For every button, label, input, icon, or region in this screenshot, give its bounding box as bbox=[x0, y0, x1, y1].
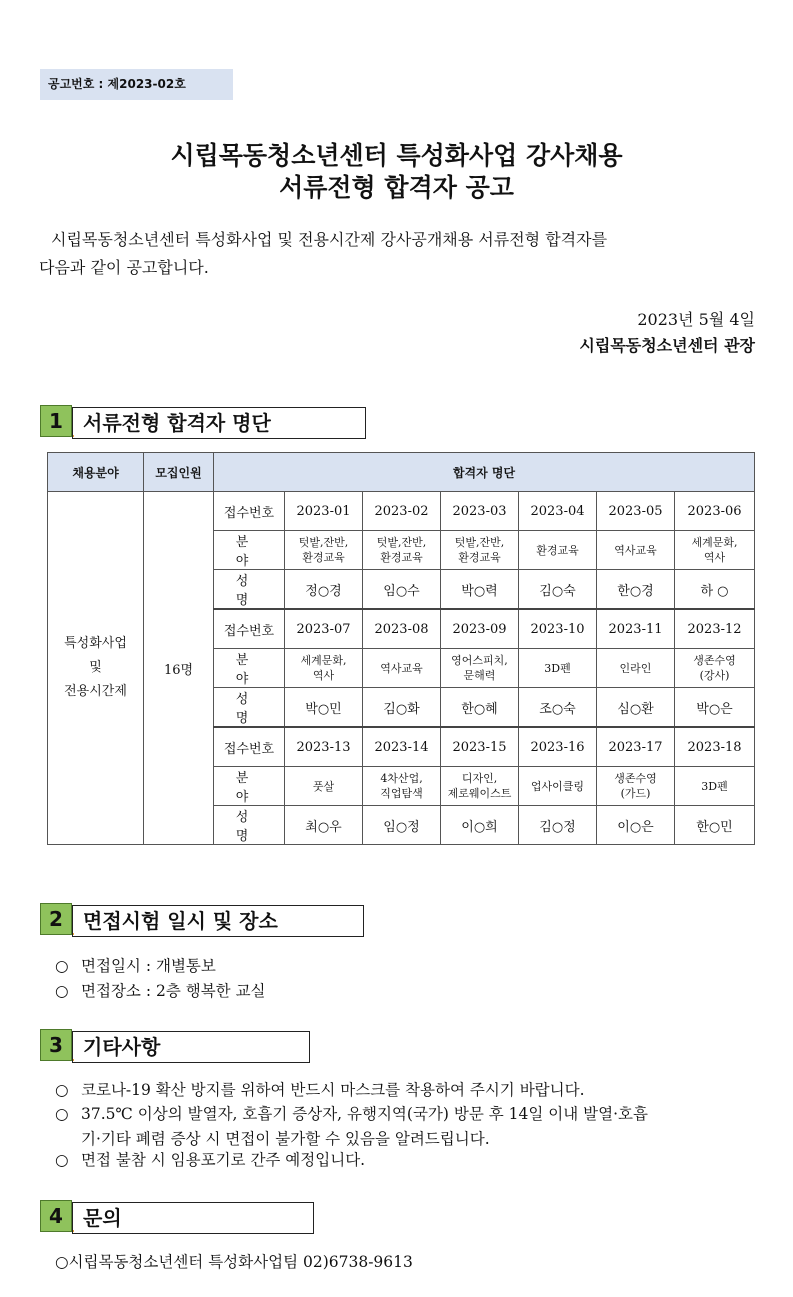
applicant-name: 최○우 bbox=[285, 806, 363, 845]
applicant-name: 김○숙 bbox=[519, 570, 597, 610]
field-name: 풋살 bbox=[285, 767, 363, 806]
row-label: 분 야 bbox=[214, 531, 285, 570]
organization-signature: 시립목동청소년센터 관장 bbox=[579, 336, 755, 355]
applicant-name: 김○화 bbox=[363, 688, 441, 728]
applicant-name: 하 ○ bbox=[675, 570, 755, 610]
field-name: 생존수영 (가드) bbox=[597, 767, 675, 806]
receipt-number: 2023-06 bbox=[675, 492, 755, 531]
section-number: 4 bbox=[40, 1200, 72, 1232]
applicant-name: 이○은 bbox=[597, 806, 675, 845]
count-cell: 16명 bbox=[144, 492, 214, 845]
row-label: 성 명 bbox=[214, 688, 285, 728]
list-item: ○ 면접 불참 시 임용포기로 간주 예정입니다. bbox=[55, 1151, 366, 1169]
field-name: 영어스피치, 문해력 bbox=[441, 649, 519, 688]
applicant-name: 임○정 bbox=[363, 806, 441, 845]
section-title: 기타사항 bbox=[72, 1031, 310, 1063]
applicant-name: 이○희 bbox=[441, 806, 519, 845]
row-label: 분 야 bbox=[214, 767, 285, 806]
field-name: 3D펜 bbox=[519, 649, 597, 688]
applicant-name: 조○숙 bbox=[519, 688, 597, 728]
receipt-number: 2023-15 bbox=[441, 727, 519, 767]
row-label: 접수번호 bbox=[214, 492, 285, 531]
page-title: 시립목동청소년센터 특성화사업 강사채용 bbox=[170, 141, 623, 170]
field-name: 역사교육 bbox=[597, 531, 675, 570]
section-title: 면접시험 일시 및 장소 bbox=[72, 905, 364, 937]
header-list: 합격자 명단 bbox=[214, 453, 755, 492]
receipt-number: 2023-13 bbox=[285, 727, 363, 767]
applicant-roster-table bbox=[47, 452, 755, 845]
intro-line: 시립목동청소년센터 특성화사업 및 전용시간제 강사공개채용 서류전형 합격자를 bbox=[51, 230, 608, 249]
receipt-number: 2023-02 bbox=[363, 492, 441, 531]
receipt-number: 2023-09 bbox=[441, 609, 519, 649]
receipt-number: 2023-03 bbox=[441, 492, 519, 531]
receipt-number: 2023-04 bbox=[519, 492, 597, 531]
list-item: ○ 면접일시 : 개별통보 bbox=[55, 957, 216, 975]
list-item: ○ 면접장소 : 2층 행복한 교실 bbox=[55, 982, 266, 1000]
section-title: 문의 bbox=[72, 1202, 314, 1234]
list-item: ○ 37.5℃ 이상의 발열자, 호흡기 증상자, 유행지역(국가) 방문 후 14일 이내 발열·호흡 기·기타 폐렴 증상 시 면접이 불가할 수 있음을 알려드립니다. bbox=[55, 1105, 648, 1148]
field-name: 세계문화, 역사 bbox=[285, 649, 363, 688]
intro-paragraph bbox=[39, 226, 755, 282]
header-count: 모집인원 bbox=[144, 453, 214, 492]
applicant-name: 임○수 bbox=[363, 570, 441, 610]
intro-line: 다음과 같이 공고합니다. bbox=[39, 258, 209, 277]
receipt-number: 2023-11 bbox=[597, 609, 675, 649]
field-name: 생존수영 (강사) bbox=[675, 649, 755, 688]
row-label: 분 야 bbox=[214, 649, 285, 688]
receipt-number: 2023-08 bbox=[363, 609, 441, 649]
field-name: 텃밭,잔반, 환경교육 bbox=[363, 531, 441, 570]
contact-line: ○시립목동청소년센터 특성화사업팀 02)6738-9613 bbox=[55, 1253, 413, 1271]
applicant-name: 박○은 bbox=[675, 688, 755, 728]
receipt-number: 2023-10 bbox=[519, 609, 597, 649]
page-subtitle: 서류전형 합격자 공고 bbox=[279, 173, 514, 202]
field-name: 4차산업, 직업탐색 bbox=[363, 767, 441, 806]
receipt-number: 2023-07 bbox=[285, 609, 363, 649]
applicant-name: 심○환 bbox=[597, 688, 675, 728]
field-name: 역사교육 bbox=[363, 649, 441, 688]
field-name: 텃밭,잔반, 환경교육 bbox=[441, 531, 519, 570]
header-field: 채용분야 bbox=[48, 453, 144, 492]
receipt-number: 2023-17 bbox=[597, 727, 675, 767]
field-name: 환경교육 bbox=[519, 531, 597, 570]
field-name: 업사이클링 bbox=[519, 767, 597, 806]
field-name: 세계문화, 역사 bbox=[675, 531, 755, 570]
row-label: 접수번호 bbox=[214, 609, 285, 649]
notice-date: 2023년 5월 4일 bbox=[637, 310, 755, 329]
receipt-number: 2023-14 bbox=[363, 727, 441, 767]
field-name: 텃밭,잔반, 환경교육 bbox=[285, 531, 363, 570]
section-number: 3 bbox=[40, 1029, 72, 1061]
field-name: 디자인, 제로웨이스트 bbox=[441, 767, 519, 806]
field-name: 인라인 bbox=[597, 649, 675, 688]
table-row bbox=[48, 492, 755, 531]
row-label: 성 명 bbox=[214, 570, 285, 610]
receipt-number: 2023-12 bbox=[675, 609, 755, 649]
applicant-name: 한○경 bbox=[597, 570, 675, 610]
field-name: 3D펜 bbox=[675, 767, 755, 806]
section-number: 2 bbox=[40, 903, 72, 935]
section-number: 1 bbox=[40, 405, 72, 437]
applicant-name: 정○경 bbox=[285, 570, 363, 610]
receipt-number: 2023-18 bbox=[675, 727, 755, 767]
receipt-number: 2023-16 bbox=[519, 727, 597, 767]
receipt-number: 2023-05 bbox=[597, 492, 675, 531]
applicant-name: 박○민 bbox=[285, 688, 363, 728]
applicant-name: 김○정 bbox=[519, 806, 597, 845]
applicant-name: 박○력 bbox=[441, 570, 519, 610]
applicant-name: 한○혜 bbox=[441, 688, 519, 728]
receipt-number: 2023-01 bbox=[285, 492, 363, 531]
field-cell: 특성화사업 및 전용시간제 bbox=[48, 492, 144, 845]
section-title: 서류전형 합격자 명단 bbox=[72, 407, 366, 439]
applicant-name: 한○민 bbox=[675, 806, 755, 845]
list-item: ○ 코로나-19 확산 방지를 위하여 반드시 마스크를 착용하여 주시기 바랍니다. bbox=[55, 1081, 585, 1099]
notice-number: 공고번호 : 제2023-02호 bbox=[40, 69, 233, 100]
row-label: 접수번호 bbox=[214, 727, 285, 767]
row-label: 성 명 bbox=[214, 806, 285, 845]
